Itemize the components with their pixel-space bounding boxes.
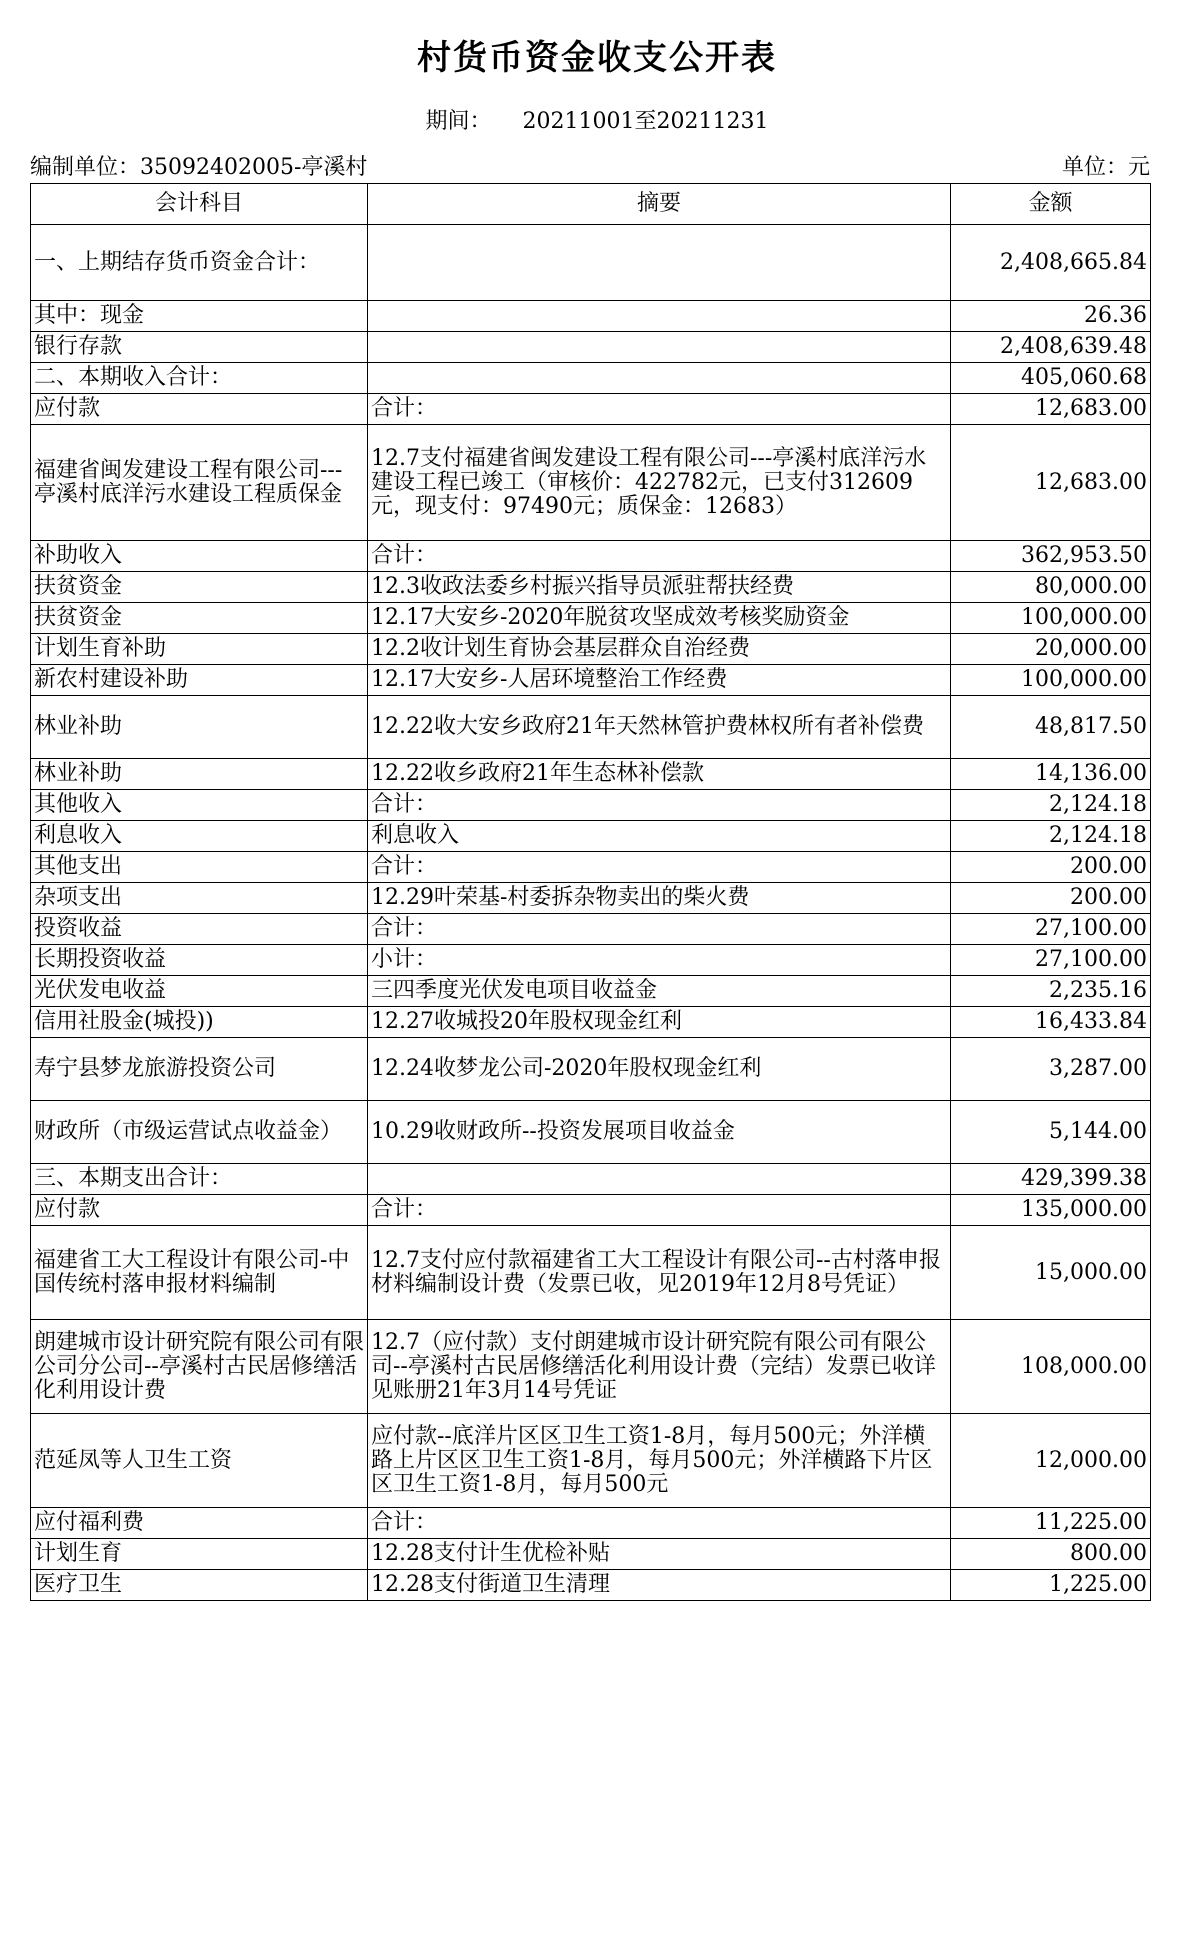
table-row <box>31 665 1151 696</box>
summary-cell: 合计： <box>368 1195 951 1226</box>
summary-cell: 12.22收大安乡政府21年天然林管护费林权所有者补偿费 <box>368 696 951 759</box>
amount-cell: 135,000.00 <box>951 1195 1151 1226</box>
summary-cell <box>368 332 951 363</box>
table-row <box>31 301 1151 332</box>
table-row <box>31 1570 1151 1601</box>
subject-cell: 朗建城市设计研究院有限公司有限公司分公司--亭溪村古民居修缮活化利用设计费 <box>31 1320 368 1414</box>
amount-cell: 48,817.50 <box>951 696 1151 759</box>
table-row <box>31 696 1151 759</box>
subject-cell: 福建省工大工程设计有限公司-中国传统村落申报材料编制 <box>31 1226 368 1320</box>
subject-cell: 其中：现金 <box>31 301 368 332</box>
subject-cell: 应付款 <box>31 394 368 425</box>
summary-cell: 12.28支付计生优检补贴 <box>368 1539 951 1570</box>
table-row <box>31 1414 1151 1508</box>
subject-cell: 扶贫资金 <box>31 572 368 603</box>
amount-cell: 26.36 <box>951 301 1151 332</box>
subject-cell: 投资收益 <box>31 914 368 945</box>
amount-cell: 11,225.00 <box>951 1508 1151 1539</box>
subject-cell: 应付福利费 <box>31 1508 368 1539</box>
amount-cell: 429,399.38 <box>951 1164 1151 1195</box>
amount-cell: 100,000.00 <box>951 603 1151 634</box>
currency-unit: 单位：元 <box>1061 155 1150 180</box>
ledger-body <box>31 184 1151 1601</box>
summary-cell: 12.24收梦龙公司-2020年股权现金红利 <box>368 1038 951 1101</box>
header-row <box>31 184 1151 225</box>
table-row <box>31 1226 1151 1320</box>
amount-cell: 800.00 <box>951 1539 1151 1570</box>
amount-cell: 16,433.84 <box>951 1007 1151 1038</box>
table-row <box>31 945 1151 976</box>
summary-cell: 合计： <box>368 394 951 425</box>
summary-cell <box>368 225 951 301</box>
subject-cell: 林业补助 <box>31 759 368 790</box>
summary-cell: 12.22收乡政府21年生态林补偿款 <box>368 759 951 790</box>
summary-cell <box>368 1164 951 1195</box>
table-row <box>31 1539 1151 1570</box>
subject-cell: 计划生育 <box>31 1539 368 1570</box>
amount-cell: 3,287.00 <box>951 1038 1151 1101</box>
summary-cell: 12.29叶荣基-村委拆杂物卖出的柴火费 <box>368 883 951 914</box>
amount-cell: 2,408,639.48 <box>951 332 1151 363</box>
table-row <box>31 976 1151 1007</box>
subject-cell: 计划生育补助 <box>31 634 368 665</box>
header-subject: 会计科目 <box>31 184 368 225</box>
summary-cell: 三四季度光伏发电项目收益金 <box>368 976 951 1007</box>
table-row <box>31 425 1151 541</box>
table-row <box>31 883 1151 914</box>
table-row <box>31 1508 1151 1539</box>
amount-cell: 27,100.00 <box>951 945 1151 976</box>
period-label: 期间： <box>425 109 492 134</box>
amount-cell: 108,000.00 <box>951 1320 1151 1414</box>
amount-cell: 405,060.68 <box>951 363 1151 394</box>
summary-cell: 合计： <box>368 541 951 572</box>
amount-cell: 362,953.50 <box>951 541 1151 572</box>
amount-cell: 100,000.00 <box>951 665 1151 696</box>
subject-cell: 长期投资收益 <box>31 945 368 976</box>
table-row <box>31 821 1151 852</box>
amount-cell: 2,124.18 <box>951 790 1151 821</box>
subject-cell: 三、本期支出合计： <box>31 1164 368 1195</box>
subject-cell: 杂项支出 <box>31 883 368 914</box>
table-row <box>31 332 1151 363</box>
summary-cell: 12.28支付街道卫生清理 <box>368 1570 951 1601</box>
summary-cell: 利息收入 <box>368 821 951 852</box>
amount-cell: 80,000.00 <box>951 572 1151 603</box>
subject-cell: 新农村建设补助 <box>31 665 368 696</box>
table-row <box>31 634 1151 665</box>
period-value: 20211001至20211231 <box>522 109 769 134</box>
summary-cell: 小计： <box>368 945 951 976</box>
amount-cell: 12,683.00 <box>951 425 1151 541</box>
amount-cell: 200.00 <box>951 883 1151 914</box>
summary-cell: 12.7（应付款）支付朗建城市设计研究院有限公司有限公司--亭溪村古民居修缮活化利用设计费（完结）发票已收详见账册21年3月14号凭证 <box>368 1320 951 1414</box>
summary-cell: 10.29收财政所--投资发展项目收益金 <box>368 1101 951 1164</box>
subject-cell: 财政所（市级运营试点收益金） <box>31 1101 368 1164</box>
amount-cell: 12,683.00 <box>951 394 1151 425</box>
amount-cell: 15,000.00 <box>951 1226 1151 1320</box>
summary-cell: 12.3收政法委乡村振兴指导员派驻帮扶经费 <box>368 572 951 603</box>
ledger-table <box>30 183 1151 1601</box>
summary-cell: 合计： <box>368 790 951 821</box>
summary-cell: 12.7支付应付款福建省工大工程设计有限公司--古村落申报材料编制设计费（发票已收，见2019年12月8号凭证） <box>368 1226 951 1320</box>
table-row <box>31 1038 1151 1101</box>
table-row <box>31 572 1151 603</box>
subject-cell: 利息收入 <box>31 821 368 852</box>
table-row <box>31 1007 1151 1038</box>
amount-cell: 2,235.16 <box>951 976 1151 1007</box>
summary-cell <box>368 301 951 332</box>
subject-cell: 银行存款 <box>31 332 368 363</box>
summary-cell <box>368 363 951 394</box>
table-row <box>31 759 1151 790</box>
table-row <box>31 363 1151 394</box>
org-unit: 编制单位：35092402005-亭溪村 <box>30 155 368 180</box>
subject-cell: 范延凤等人卫生工资 <box>31 1414 368 1508</box>
subject-cell: 补助收入 <box>31 541 368 572</box>
amount-cell: 1,225.00 <box>951 1570 1151 1601</box>
subject-cell: 光伏发电收益 <box>31 976 368 1007</box>
summary-cell: 合计： <box>368 852 951 883</box>
amount-cell: 2,124.18 <box>951 821 1151 852</box>
table-row <box>31 1164 1151 1195</box>
subject-cell: 扶贫资金 <box>31 603 368 634</box>
header-amount: 金额 <box>951 184 1151 225</box>
table-row <box>31 1101 1151 1164</box>
summary-cell: 12.27收城投20年股权现金红利 <box>368 1007 951 1038</box>
table-row <box>31 541 1151 572</box>
table-row <box>31 914 1151 945</box>
period-line <box>0 104 1194 135</box>
summary-cell: 合计： <box>368 1508 951 1539</box>
subject-cell: 福建省闽发建设工程有限公司---亭溪村底洋污水建设工程质保金 <box>31 425 368 541</box>
table-row <box>31 603 1151 634</box>
table-row <box>31 1195 1151 1226</box>
subject-cell: 应付款 <box>31 1195 368 1226</box>
subject-cell: 医疗卫生 <box>31 1570 368 1601</box>
amount-cell: 14,136.00 <box>951 759 1151 790</box>
summary-cell: 12.7支付福建省闽发建设工程有限公司---亭溪村底洋污水建设工程已竣工（审核价：422782元，已支付312609元，现支付：97490元；质保金：12683） <box>368 425 951 541</box>
subject-cell: 寿宁县梦龙旅游投资公司 <box>31 1038 368 1101</box>
table-row <box>31 394 1151 425</box>
amount-cell: 2,408,665.84 <box>951 225 1151 301</box>
summary-cell: 12.2收计划生育协会基层群众自治经费 <box>368 634 951 665</box>
table-row <box>31 1320 1151 1414</box>
table-row <box>31 790 1151 821</box>
table-row <box>31 852 1151 883</box>
summary-cell: 合计： <box>368 914 951 945</box>
subject-cell: 林业补助 <box>31 696 368 759</box>
header-summary: 摘要 <box>368 184 951 225</box>
subject-cell: 二、本期收入合计： <box>31 363 368 394</box>
summary-cell: 应付款--底洋片区区卫生工资1-8月，每月500元；外洋横路上片区区卫生工资1-8月，每月500元；外洋横路下片区区卫生工资1-8月，每月500元 <box>368 1414 951 1508</box>
summary-cell: 12.17大安乡-2020年脱贫攻坚成效考核奖励资金 <box>368 603 951 634</box>
table-row <box>31 225 1151 301</box>
amount-cell: 200.00 <box>951 852 1151 883</box>
amount-cell: 20,000.00 <box>951 634 1151 665</box>
subject-cell: 其他支出 <box>31 852 368 883</box>
subject-cell: 其他收入 <box>31 790 368 821</box>
amount-cell: 12,000.00 <box>951 1414 1151 1508</box>
amount-cell: 27,100.00 <box>951 914 1151 945</box>
subject-cell: 信用社股金(城投)) <box>31 1007 368 1038</box>
subject-cell: 一、上期结存货币资金合计： <box>31 225 368 301</box>
summary-cell: 12.17大安乡-人居环境整治工作经费 <box>368 665 951 696</box>
amount-cell: 5,144.00 <box>951 1101 1151 1164</box>
page-title: 村货币资金收支公开表 <box>417 38 777 78</box>
